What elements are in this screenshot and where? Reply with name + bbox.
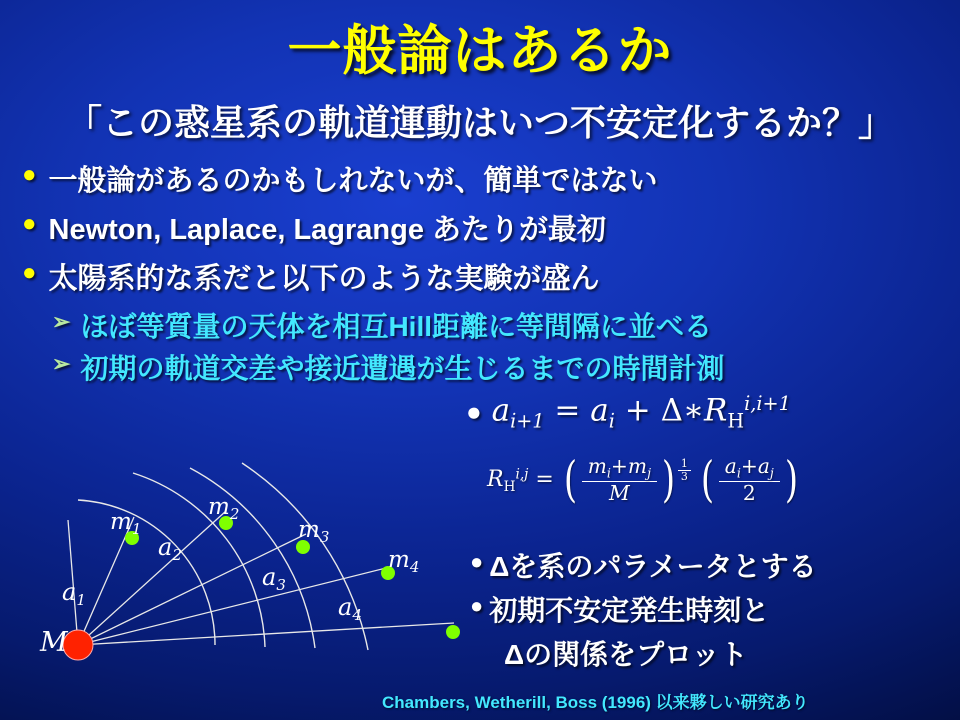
hill-lhs-sup: i,j <box>515 466 529 483</box>
exponent-den: 3 <box>680 469 688 483</box>
list-item <box>22 158 942 199</box>
bullet-dot-icon: ● <box>470 593 484 618</box>
left-paren-2: ( <box>700 452 714 508</box>
right-paren-1: ) <box>661 452 676 508</box>
citation: Chambers, Wetherill, Boss (1996) 以来夥しい研究あり <box>382 693 809 712</box>
right-bullet-list <box>470 545 950 673</box>
axis-j-sub: j <box>769 465 774 481</box>
list-item-label: Newton, Laplace, Lagrange あたりが最初 <box>48 214 607 246</box>
mass-fraction <box>582 456 657 504</box>
formula-rhs-sub: i <box>608 409 615 433</box>
formula-hill-radius <box>487 452 801 508</box>
page-subtitle: 「この惑星系の軌道運動はいつ不安定化するか？」 <box>65 102 894 143</box>
list-item-label: Δを系のパラメータとする <box>489 551 817 582</box>
svg-text:a3: $a_3$ <box>262 563 286 594</box>
svg-text:a2: $a_2$ <box>158 533 182 564</box>
list-item <box>470 545 950 585</box>
mass-j-base: m <box>627 454 648 479</box>
list-item-label: 初期不安定発生時刻と <box>489 595 770 626</box>
list-item <box>52 347 942 387</box>
hill-lhs-base: R <box>487 467 504 492</box>
svg-text:m1: $m_1$ <box>110 509 142 538</box>
hill-lhs-sub: H <box>503 478 516 495</box>
mass-plus: + <box>610 454 628 479</box>
exponent-num: 1 <box>678 458 691 471</box>
arrow-bullet-icon: ➢ <box>52 309 71 334</box>
list-item <box>52 305 942 345</box>
list-item <box>470 589 950 629</box>
list-item-label: 初期の軌道交差や接近遭遇が生じるまでの時間計測 <box>80 353 725 384</box>
formula-hill-sup: i,i+1 <box>744 392 791 415</box>
list-item-label-continued: Δの関係をプロット <box>504 639 748 670</box>
axis-i-base: a <box>724 454 737 479</box>
bullet-dot-icon: ● <box>22 161 37 188</box>
arrow-bullet-icon: ➢ <box>52 351 71 376</box>
formula-equals: = <box>554 392 581 429</box>
hill-equals: = <box>535 467 554 492</box>
formula-star: ∗ <box>682 392 705 429</box>
list-item-label: 太陽系的な系だと以下のような実験が盛ん <box>48 263 600 295</box>
formula-lhs-base: a <box>491 392 511 429</box>
svg-text:m3: $m_3$ <box>298 517 330 546</box>
svg-text:a4: $a_4$ <box>338 593 362 624</box>
svg-text:a1: $a_1$ <box>62 578 86 609</box>
svg-text:m2: $m_2$ <box>208 494 240 523</box>
bullet-list <box>22 158 942 389</box>
svg-text:m4: $m_4$ <box>388 547 420 576</box>
list-item-label: 一般論があるのかもしれないが、簡単ではない <box>48 165 658 197</box>
axis-den: 2 <box>742 480 756 505</box>
axis-j-base: a <box>757 454 770 479</box>
list-item <box>22 207 942 248</box>
right-paren-2: ) <box>784 452 798 508</box>
semimajor-fraction <box>719 456 780 504</box>
formula-hill-sub: H <box>727 409 745 433</box>
mass-j-sub: j <box>647 465 651 481</box>
formula-delta: Δ <box>660 392 683 429</box>
bullet-dot-icon: ● <box>470 549 484 574</box>
mass-i-sub: i <box>606 465 611 481</box>
mass-i-base: m <box>587 454 607 479</box>
left-paren-1: ( <box>563 452 577 508</box>
bullet-dot-icon: ● <box>22 259 37 286</box>
formula-hill-base: R <box>704 392 728 429</box>
formula-plus: + <box>624 392 651 429</box>
list-item-label: ほぼ等質量の天体を相互Hill距離に等間隔に並べる <box>80 311 712 342</box>
page-title: 一般論はあるか <box>287 21 673 81</box>
list-item <box>22 256 942 297</box>
axis-plus: + <box>740 454 758 479</box>
orbit-diagram <box>10 395 480 685</box>
formula-lhs-sub: i+1 <box>510 409 545 433</box>
total-mass: M <box>608 480 630 505</box>
svg-text:M: M <box>40 627 68 658</box>
bullet-dot-icon: ● <box>22 210 37 237</box>
axis-i-sub: i <box>736 465 741 481</box>
formula-rhs-base: a <box>590 392 609 429</box>
formula-main <box>466 392 791 432</box>
exponent-one-third <box>678 458 691 482</box>
bullet-dot-icon: ● <box>466 396 482 427</box>
